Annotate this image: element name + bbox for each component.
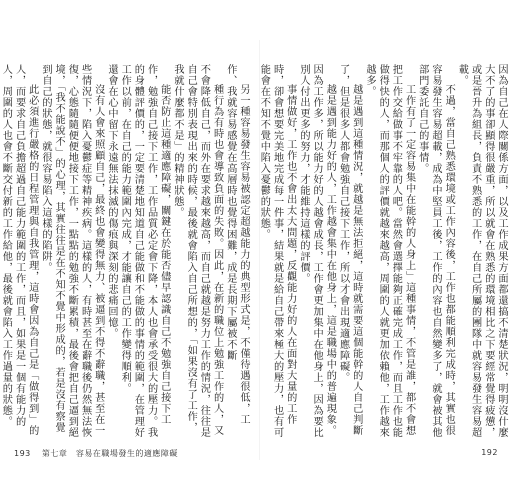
right-page-footer	[481, 448, 498, 457]
left-page-number: 193	[14, 449, 31, 458]
left-paragraph-2: 種行為有時也會導致負面的失敗。因此，在新的職位上勉強工作的人，又不會降低自己，而外在要求越來越高，而自己就越是努力工作的情況，往往是自己會特別表現出來的時候，最後就會陷入自己所想的，「如果沒有了工作，我就什麼都不是」的精神狀態。	[171, 64, 223, 438]
left-page-footer	[14, 448, 178, 459]
running-head: 第七章 容易在職場發生的適應障礙	[41, 449, 178, 458]
left-paragraph-4: 還會在心中留下永遠無法抹滅的傷痕與深刻的悲痛回憶。	[105, 64, 117, 339]
right-page-number: 192	[481, 448, 498, 457]
right-paragraph-1: 因為自己在人際關係方面，以及工作成果方面都還搞不清楚狀況，明明沒什麼大不了的事卻顯得很嚴重，所以就會在熟悉的環境相比之下要經常覺得疲憊，或是晉升為組長，負責不熟悉的工作，在自己所屬的團隊中就容易發生容易超載。	[456, 64, 507, 438]
left-page	[0, 64, 250, 438]
right-paragraph-3: 工作有了一定容易集中在能幹的人身上」這種事情，不管是誰，都不會想把工作交給做事不牢靠的人吧。當然會選擇能夠正確完成工作，而且工作也能做得快的人，而那個人的評價就越來越高，周圍的人就更加依賴他，工作越來越多。	[363, 64, 415, 438]
right-paragraph-6: 事情做好，工作也不會出太大問題，反觀能力好的人在面對大量的工作時，卻會想要完美地完成每一件事，結果就是給自己帶來極大的壓力，也有可能會在不知不覺中陷入憂鬱的狀態。	[258, 64, 296, 438]
left-page-text	[0, 64, 250, 438]
left-paragraph-5: 沒有人會來照顧自己，最終也會變得無力、被逼到不得不辭職，甚至在一些情況下，陷入憂鬱症等精神疾病。這樣的人，有時甚至在辭職後仍然無法恢復，心態隨隨便便地接下工作，一點點的勉強不斷累積，最後會把自己逼到絕境，「我不能說不」的心理，其實往往是在不知不覺中形成的，若是沒有察覺到自己的狀態，就很容易陷入這樣的陷阱。	[39, 64, 104, 438]
left-paragraph-3: 能否防止這種適應障礙，關鍵在於能否儘早認識自己不勉強自己接下工作，勉強自己接下工作，工作品質必定會下降，本人也會承受很大的壓力。我的身體評價的，一定要清楚地知道自己能做和不能做的事情的範圍，在管理好工作以前，在自己的能力範圍內完成，才能讓自己的工作變得順利。	[119, 64, 170, 438]
right-page	[258, 64, 508, 438]
left-paragraph-6: 此必須進行嚴格的日程管理與自我管理，這時會因為自己是「做得到」的人，而要求自己負擔超過自己能力範圍的工作，而且，如果是一個有能力的人，周圍的人也會不斷交付新的工作給他，最後就會陷入工作過量的狀態。	[0, 64, 38, 437]
left-paragraph-1: 另一種容易發生容易被認定超越能力的典型形式是，不僅待遇很低，工作、我就容易感覺在高層時也覺得困難，成是長期下屬被不斷	[224, 64, 249, 426]
right-page-text	[258, 64, 508, 438]
right-paragraph-5: 越是遇到能力好的人，工作越會集中在他身上，這是職場中的普遍現象。因為工作多，所以能力好的人越會成長，工作會更加集中在他身上，因為要比別人付出更多的努力，才能維持這樣的評價。	[297, 64, 336, 438]
right-paragraph-4: 越是遇到這種情況，就越是無法拒絕，這時就需要這個能幹的人自己判斷了，但是很多人都會勉強自己接下工作，所以才會出現適應障礙。	[337, 64, 362, 437]
right-paragraph-2: 不過，當自己熟悉環境或工作內容後，工作也都能順利完成時，其實也很容易發生容易超載，成為中堅員工後，工作的內容也自然變多了，就會被其他部門委託自己的事情。	[416, 64, 455, 438]
